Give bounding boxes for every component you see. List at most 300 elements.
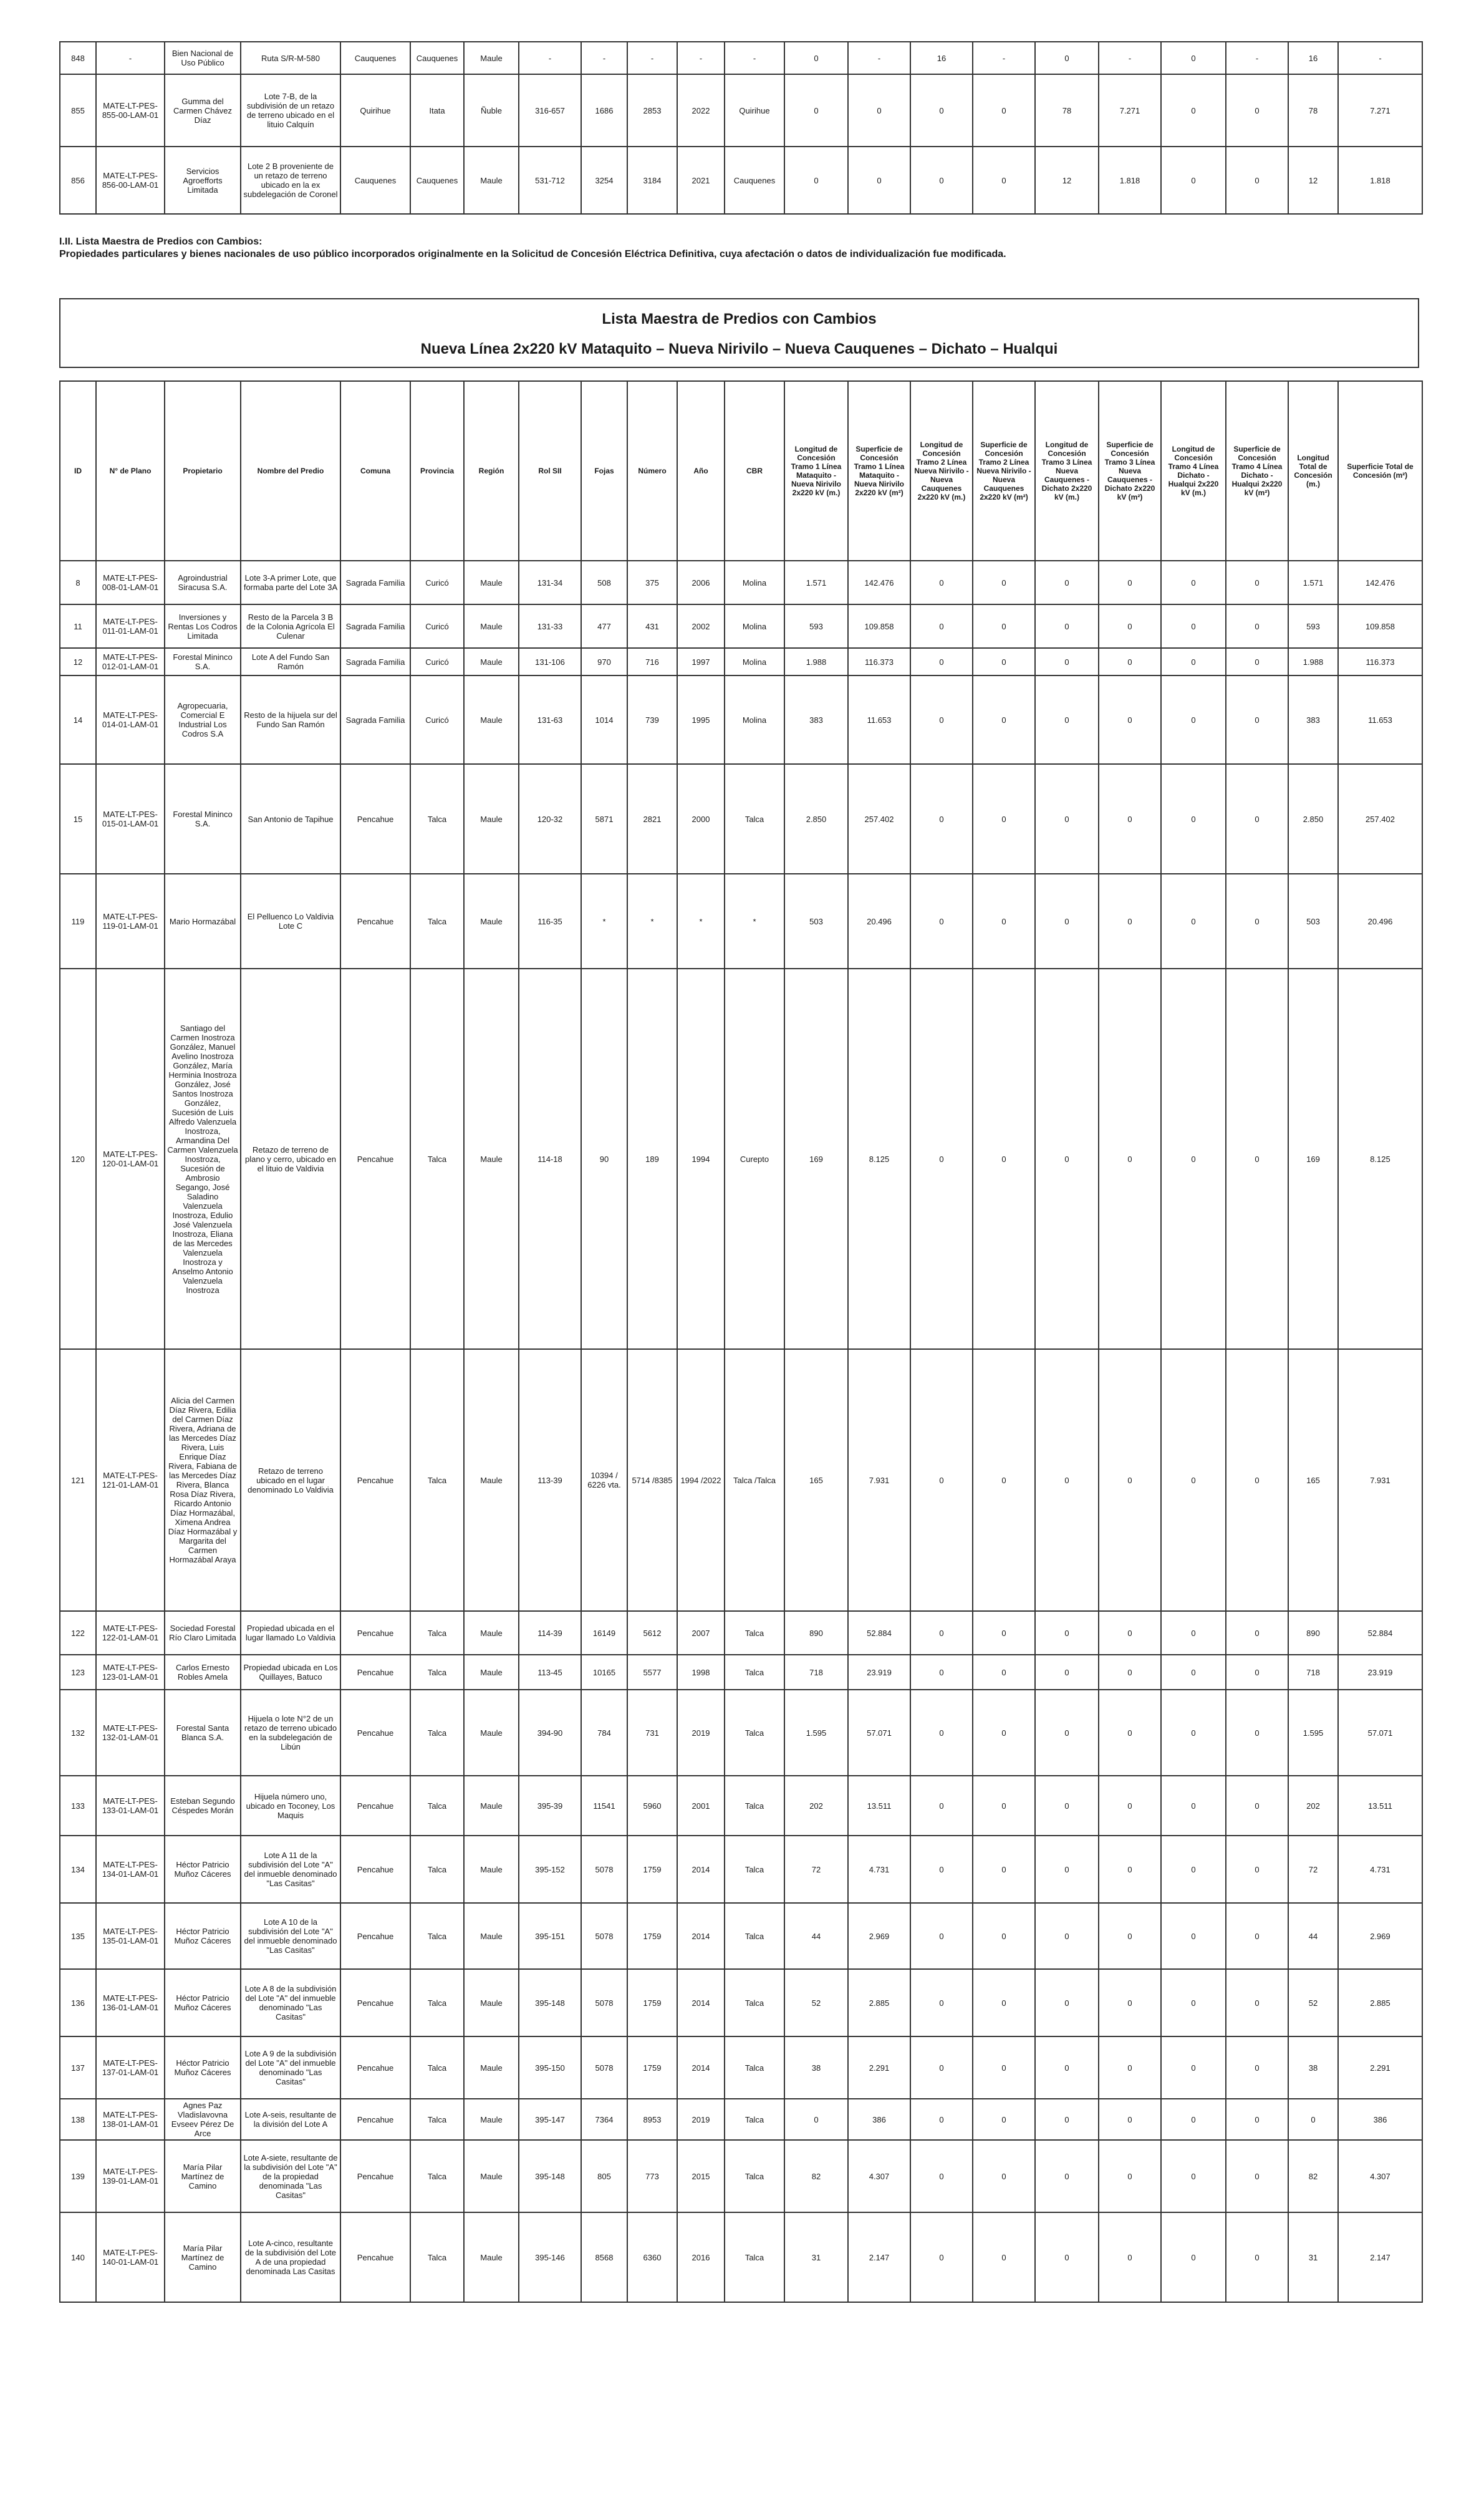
table-cell: Lote A-seis, resultante de la división del Lote A [241,2099,340,2140]
table-cell: 82 [1288,2140,1338,2212]
table-cell: 386 [1338,2099,1422,2140]
table-cell: 395-39 [519,1776,581,1836]
table-cell: Hijuela o lote N°2 de un retazo de terreno ubicado en la subdelegación de Libún [241,1690,340,1776]
table-cell: 2.147 [848,2212,910,2302]
table-cell: Talca [725,2099,784,2140]
table-cell: 0 [1099,1903,1161,1969]
table-cell: Sociedad Forestal Río Claro Limitada [165,1611,241,1655]
table-cell: 15 [60,764,96,874]
table-cell: 431 [627,604,677,648]
table-cell: 136 [60,1969,96,2036]
table-cell: 0 [1035,764,1099,874]
table-cell: 0 [1035,604,1099,648]
table-cell: MATE-LT-PES-134-01-LAM-01 [96,1836,165,1903]
table-cell: Carlos Ernesto Robles Amela [165,1655,241,1690]
table-cell: Curicó [410,561,464,604]
table-cell: 134 [60,1836,96,1903]
table-cell: 0 [1226,74,1288,147]
table-cell: 0 [1161,874,1226,969]
table-cell: 113-45 [519,1655,581,1690]
table-cell: 0 [784,74,848,147]
table-cell: 0 [1161,2099,1226,2140]
table-cell: 0 [1035,648,1099,675]
table-cell: 0 [1035,42,1099,74]
table-cell: 12 [1288,147,1338,214]
table-cell: 2000 [677,764,725,874]
table-cell: 0 [1035,2099,1099,2140]
table-cell: Bien Nacional de Uso Público [165,42,241,74]
table-cell: 0 [848,147,910,214]
table-cell: 2821 [627,764,677,874]
table-cell: 395-147 [519,2099,581,2140]
table-cell: 0 [1226,1903,1288,1969]
table-cell: 0 [1099,648,1161,675]
column-header: Longitud Total de Concesión (m.) [1288,381,1338,561]
table-cell: 52.884 [1338,1611,1422,1655]
table-cell: Talca [725,1655,784,1690]
table-cell: 386 [848,2099,910,2140]
table-cell: 0 [973,874,1035,969]
table-cell: 82 [784,2140,848,2212]
table-cell: 316-657 [519,74,581,147]
table-cell: Ñuble [464,74,519,147]
table-cell: Retazo de terreno de plano y cerro, ubicado en el lituio de Valdivia [241,969,340,1349]
table-row [60,764,1422,874]
table-cell: 0 [1226,147,1288,214]
table-cell: Quirihue [725,74,784,147]
table-cell: 0 [1161,42,1226,74]
table-cell: MATE-LT-PES-011-01-LAM-01 [96,604,165,648]
table-cell: 503 [784,874,848,969]
table-cell: 0 [973,147,1035,214]
table-cell: 6360 [627,2212,677,2302]
table-cell: 0 [910,1349,973,1611]
table-row [60,1349,1422,1611]
table-cell: 0 [848,74,910,147]
table-cell: 132 [60,1690,96,1776]
table-cell: 383 [1288,675,1338,764]
table-cell: 189 [627,969,677,1349]
table-cell: MATE-LT-PES-135-01-LAM-01 [96,1903,165,1969]
table-cell: 0 [1099,2036,1161,2099]
table-cell: Maule [464,147,519,214]
table-cell: 395-148 [519,1969,581,2036]
table-cell: 0 [1226,1349,1288,1611]
table-row [60,2099,1422,2140]
table-cell: 1759 [627,2036,677,2099]
table-cell: Talca [725,2140,784,2212]
table-cell: 114-39 [519,1611,581,1655]
table-cell: 0 [1226,675,1288,764]
table-cell: 202 [1288,1776,1338,1836]
table-row [60,1836,1422,1903]
table-cell: 0 [910,648,973,675]
table-cell: 0 [1035,1690,1099,1776]
table-cell: 1.595 [784,1690,848,1776]
table-cell: 0 [1226,1655,1288,1690]
table-cell: Molina [725,561,784,604]
table-cell: 0 [910,1690,973,1776]
table-cell: 2.969 [1338,1903,1422,1969]
table-cell: 0 [1099,1611,1161,1655]
table-cell: Talca [725,1836,784,1903]
column-header: Región [464,381,519,561]
table-row [60,42,1422,74]
table-cell: 0 [1226,1836,1288,1903]
table-cell: 0 [973,1655,1035,1690]
table-cell: Pencahue [340,1655,410,1690]
column-header: Número [627,381,677,561]
table-cell: 0 [973,764,1035,874]
table-cell: 1997 [677,648,725,675]
table-cell: Sagrada Familia [340,648,410,675]
table-cell: 169 [1288,969,1338,1349]
table-cell: 0 [1099,675,1161,764]
table-cell: 20.496 [1338,874,1422,969]
table-cell: - [848,42,910,74]
table-row [60,1655,1422,1690]
table-row [60,1903,1422,1969]
table-cell: 114-18 [519,969,581,1349]
table-cell: 0 [1035,2036,1099,2099]
table-cell: 116.373 [848,648,910,675]
table-cell: Curicó [410,648,464,675]
table-cell: 0 [973,2140,1035,2212]
table-cell: 1759 [627,1969,677,2036]
table-cell: 131-33 [519,604,581,648]
table-cell: 1.571 [784,561,848,604]
table-cell: 0 [973,648,1035,675]
column-header: Superficie Total de Concesión (m²) [1338,381,1422,561]
table-cell: 0 [1226,874,1288,969]
table-header-row [60,381,1422,561]
table-cell: Talca [410,1690,464,1776]
table-cell: 0 [1226,764,1288,874]
table-cell: 0 [1226,2140,1288,2212]
table-cell: 138 [60,2099,96,2140]
table-cell: 0 [1035,675,1099,764]
column-header: Longitud de Concesión Tramo 4 Línea Dichato - Hualqui 2x220 kV (m.) [1161,381,1226,561]
table-cell: 0 [784,147,848,214]
table-cell: Maule [464,2140,519,2212]
table-cell: Resto de la hijuela sur del Fundo San Ramón [241,675,340,764]
table-cell: - [677,42,725,74]
table-cell: Cauquenes [410,42,464,74]
table-cell: MATE-LT-PES-120-01-LAM-01 [96,969,165,1349]
table-cell: 257.402 [1338,764,1422,874]
table-cell: 44 [1288,1903,1338,1969]
table-cell: 0 [1161,2140,1226,2212]
table-cell: 2.885 [1338,1969,1422,2036]
table-row [60,675,1422,764]
table-cell: 0 [1161,2212,1226,2302]
table-cell: Forestal Mininco S.A. [165,648,241,675]
table-cell: 4.307 [1338,2140,1422,2212]
table-cell: Talca [725,1969,784,2036]
table-cell: Maule [464,874,519,969]
table-cell: 0 [910,1836,973,1903]
table-cell: 122 [60,1611,96,1655]
table-cell: 38 [1288,2036,1338,2099]
table-cell: 531-712 [519,147,581,214]
table-cell: 20.496 [848,874,910,969]
table-cell: Agropecuaria, Comercial E Industrial Los Codros S.A [165,675,241,764]
table-cell: 395-150 [519,2036,581,2099]
table-cell: 0 [1035,1655,1099,1690]
table-cell: 0 [910,969,973,1349]
table-cell: Pencahue [340,969,410,1349]
table-cell: San Antonio de Tapihue [241,764,340,874]
table-cell: Talca [410,1655,464,1690]
table-cell: 0 [1035,1776,1099,1836]
table-cell: 12 [60,648,96,675]
table-cell: 113-39 [519,1349,581,1611]
table-cell: 11.653 [1338,675,1422,764]
table-cell: 31 [784,2212,848,2302]
table-cell: 13.511 [1338,1776,1422,1836]
column-header: Nombre del Predio [241,381,340,561]
table-cell: - [1099,42,1161,74]
table-cell: Molina [725,604,784,648]
table-cell: Talca [410,874,464,969]
table-cell: Héctor Patricio Muñoz Cáceres [165,1969,241,2036]
table-cell: 1995 [677,675,725,764]
table-cell: 1.571 [1288,561,1338,604]
table-cell: Talca [725,1611,784,1655]
table-cell: 0 [1035,1836,1099,1903]
table-cell: - [1338,42,1422,74]
table-cell: 0 [1035,561,1099,604]
table-cell: Lote A 8 de la subdivisión del Lote "A" del inmueble denominado "Las Casitas" [241,1969,340,2036]
table-cell: Pencahue [340,2099,410,2140]
table-row [60,2140,1422,2212]
table-cell: 0 [1099,2099,1161,2140]
table-cell: Talca [410,764,464,874]
table-cell: - [1226,42,1288,74]
table-cell: 855 [60,74,96,147]
table-cell: 395-152 [519,1836,581,1903]
table-cell: 16149 [581,1611,627,1655]
table-cell: Pencahue [340,2036,410,2099]
table-cell: Maule [464,604,519,648]
table-cell: 2.850 [1288,764,1338,874]
table-cell: - [627,42,677,74]
table-cell: MATE-LT-PES-856-00-LAM-01 [96,147,165,214]
table-cell: 0 [910,604,973,648]
table-cell: Talca [725,1903,784,1969]
table-cell: 0 [973,1776,1035,1836]
table-cell: 0 [973,561,1035,604]
table-cell: Mario Hormazábal [165,874,241,969]
table-row [60,604,1422,648]
table-cell: 5871 [581,764,627,874]
column-header: Rol SII [519,381,581,561]
table-subtitle: Nueva Línea 2x220 kV Mataquito – Nueva Nirivilo – Nueva Cauquenes – Dichato – Hualqui [420,341,1058,357]
table-cell: 0 [973,969,1035,1349]
table-cell: 0 [910,764,973,874]
table-cell: Quirihue [340,74,410,147]
table-cell: Maule [464,648,519,675]
table-cell: 8.125 [1338,969,1422,1349]
table-cell: Lote A 9 de la subdivisión del Lote "A" del inmueble denominado "Las Casitas" [241,2036,340,2099]
table-cell: Pencahue [340,2140,410,2212]
table-cell: 2.147 [1338,2212,1422,2302]
table-cell: 0 [1161,1776,1226,1836]
table-cell: 2.885 [848,1969,910,2036]
table-cell: 202 [784,1776,848,1836]
table-row [60,1776,1422,1836]
table-cell: Talca [410,1611,464,1655]
column-header: Comuna [340,381,410,561]
table-cell: 2019 [677,1690,725,1776]
table-cell: 2021 [677,147,725,214]
table-cell: 0 [1161,648,1226,675]
table-cell: Héctor Patricio Muñoz Cáceres [165,1903,241,1969]
table-cell: Inversiones y Rentas Los Codros Limitada [165,604,241,648]
table-cell: 0 [1035,2212,1099,2302]
table-cell: 0 [1099,2212,1161,2302]
table-cell: 120 [60,969,96,1349]
table-cell: Pencahue [340,1349,410,1611]
table-cell: Talca [725,1776,784,1836]
table-cell: 0 [1161,1611,1226,1655]
table-cell: - [581,42,627,74]
table-cell: 2015 [677,2140,725,2212]
table-cell: 16 [910,42,973,74]
table-cell: 1.988 [784,648,848,675]
table-cell: Pencahue [340,1969,410,2036]
column-header: N° de Plano [96,381,165,561]
table-cell: 8568 [581,2212,627,2302]
table-cell: Sagrada Familia [340,561,410,604]
table-cell: MATE-LT-PES-137-01-LAM-01 [96,2036,165,2099]
table-cell: 0 [1099,764,1161,874]
table-cell: Retazo de terreno ubicado en el lugar denominado Lo Valdivia [241,1349,340,1611]
table-cell: 31 [1288,2212,1338,2302]
table-cell: Talca [410,2212,464,2302]
table-cell: 0 [1226,648,1288,675]
table-cell: 3254 [581,147,627,214]
column-header: Año [677,381,725,561]
table-cell: MATE-LT-PES-140-01-LAM-01 [96,2212,165,2302]
table-cell: 131-63 [519,675,581,764]
table-cell: 2.291 [1338,2036,1422,2099]
table-cell: Pencahue [340,1611,410,1655]
table-row [60,969,1422,1349]
table-cell: Resto de la Parcela 3 B de la Colonia Agrícola El Culenar [241,604,340,648]
table-cell: Santiago del Carmen Inostroza González, Manuel Avelino Inostroza González, María Herminia Inostroza González, José Santos Inostroza González, Sucesión de Luis Alfredo Valenzuela Inostroza, Armandina Del Carmen Valenzuela Inostroza, Sucesión de Ambrosio Segango, José Saladino Valenzuela Inostroza, Edulio José Valenzuela Inostroza, Eliana de las Mercedes Valenzuela Inostroza y Anselmo Antonio Valenzuela Inostroza [165,969,241,1349]
table-row [60,74,1422,147]
table-cell: 52.884 [848,1611,910,1655]
table-cell: 503 [1288,874,1338,969]
table-cell: 78 [1288,74,1338,147]
table-cell: 890 [1288,1611,1338,1655]
table-cell: Talca [410,1969,464,2036]
table-row [60,2212,1422,2302]
table-cell: 2019 [677,2099,725,2140]
table-cell: 593 [1288,604,1338,648]
table-cell: 2.291 [848,2036,910,2099]
table-cell: 11.653 [848,675,910,764]
table-cell: MATE-LT-PES-855-00-LAM-01 [96,74,165,147]
table-cell: 0 [1226,1690,1288,1776]
table-cell: 0 [1161,147,1226,214]
table-cell: 395-148 [519,2140,581,2212]
table-cell: Maule [464,1690,519,1776]
table-cell: 0 [1226,561,1288,604]
table-cell: 0 [1161,604,1226,648]
table-cell: 0 [1099,1349,1161,1611]
table-cell: Maule [464,969,519,1349]
table-cell: Cauquenes [410,147,464,214]
table-cell: 7.931 [848,1349,910,1611]
section-subheading: Propiedades particulares y bienes nacionales de uso público incorporados originalmente en la Solicitud de Concesión Eléctrica Definitiva, cuya afectación o datos de individualización fue modificada. [59,249,1006,259]
table-cell: 169 [784,969,848,1349]
table-cell: Talca [725,764,784,874]
table-cell: 0 [910,1903,973,1969]
table-cell: 1759 [627,1903,677,1969]
table-cell: 109.858 [848,604,910,648]
table-cell: 5612 [627,1611,677,1655]
table-cell: Lote 3-A primer Lote, que formaba parte del Lote 3A [241,561,340,604]
table-cell: 10165 [581,1655,627,1690]
table-cell: 1994 [677,969,725,1349]
table-cell: 5078 [581,1969,627,2036]
table-cell: MATE-LT-PES-119-01-LAM-01 [96,874,165,969]
table-cell: Talca [410,1776,464,1836]
table-cell: 0 [1161,1349,1226,1611]
table-cell: * [677,874,725,969]
table-cell: 0 [973,2099,1035,2140]
table-cell: Pencahue [340,764,410,874]
table-row [60,2036,1422,2099]
table-cell: 773 [627,2140,677,2212]
table-cell: Itata [410,74,464,147]
table-title: Lista Maestra de Predios con Cambios [602,311,877,327]
table-cell: 890 [784,1611,848,1655]
table-cell: 57.071 [1338,1690,1422,1776]
table-cell: 0 [973,74,1035,147]
table-cell: Pencahue [340,1836,410,1903]
section-heading: I.II. Lista Maestra de Predios con Cambios: [59,236,263,247]
section-heading-block [59,236,1431,261]
table-cell: 0 [1226,604,1288,648]
table-cell: Curicó [410,604,464,648]
table-cell: * [725,874,784,969]
table-cell: 1686 [581,74,627,147]
table-cell: Esteban Segundo Céspedes Morán [165,1776,241,1836]
column-header: ID [60,381,96,561]
table-cell: Sagrada Familia [340,604,410,648]
table-cell: Pencahue [340,1690,410,1776]
table-cell: 718 [1288,1655,1338,1690]
table-cell: MATE-LT-PES-136-01-LAM-01 [96,1969,165,2036]
table-cell: 0 [910,2099,973,2140]
table-cell: 72 [1288,1836,1338,1903]
table-cell: 0 [910,561,973,604]
table-cell: El Pelluenco Lo Valdivia Lote C [241,874,340,969]
table-cell: 0 [973,2212,1035,2302]
table-cell: 0 [973,675,1035,764]
table-cell: 716 [627,648,677,675]
table-cell: 0 [1226,1776,1288,1836]
table-cell: 0 [1161,969,1226,1349]
table-cell: Curicó [410,675,464,764]
table-cell: Curepto [725,969,784,1349]
table-cell: Lote 7-B, de la subdivisión de un retazo de terreno ubicado en el lituio Calquín [241,74,340,147]
table-cell: Gumma del Carmen Chávez Díaz [165,74,241,147]
table-cell: 0 [973,2036,1035,2099]
